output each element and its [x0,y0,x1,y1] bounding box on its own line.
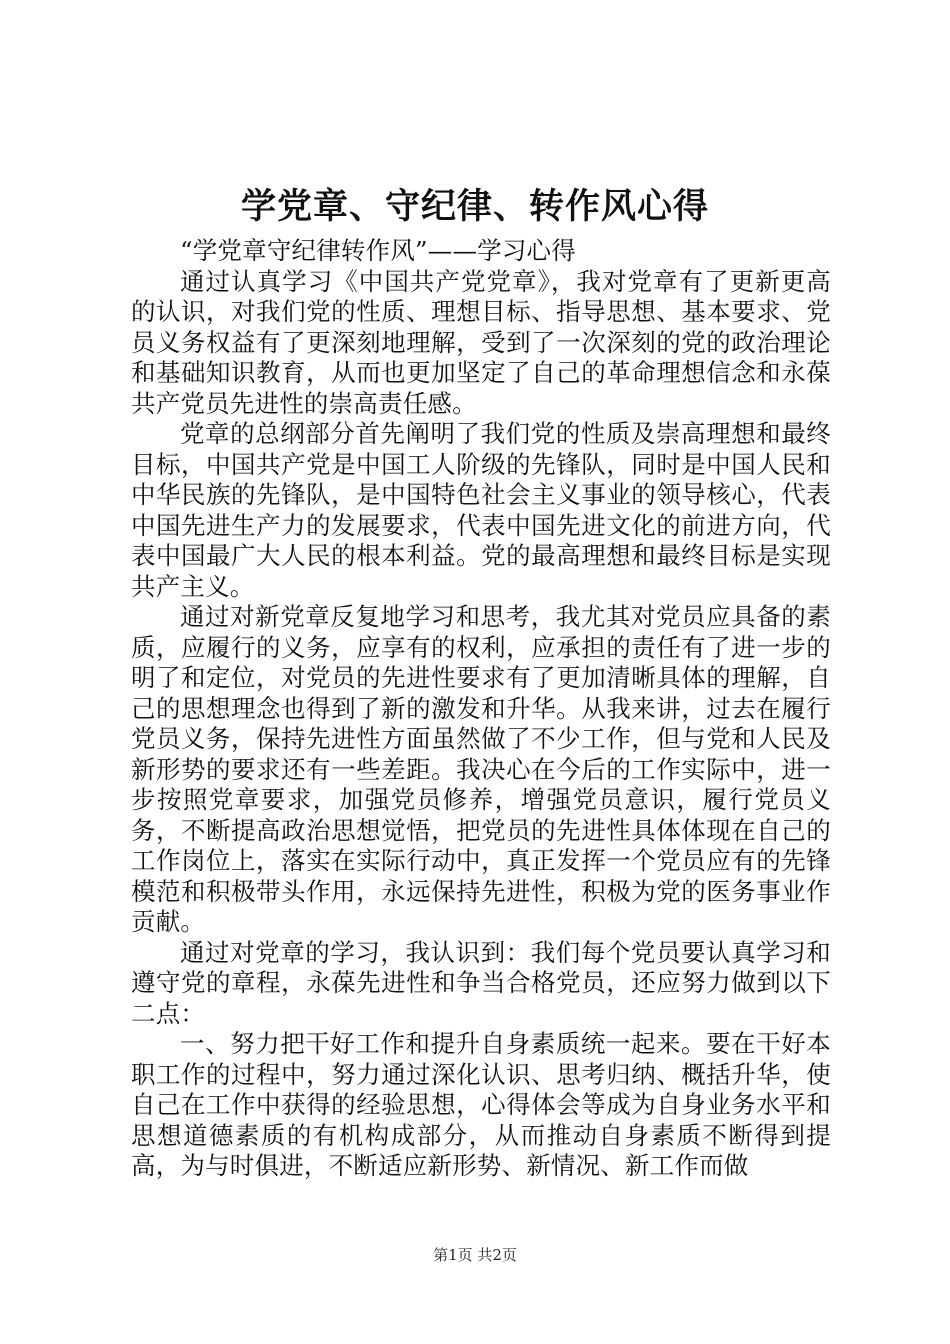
body-paragraph: 通过对新党章反复地学习和思考，我尤其对党员应具备的素质，应履行的义务，应享有的权利，应承担的责任有了进一步的明了和定位，对党员的先进性要求有了更加清晰具体的理解，自己的思想理念也得到了新的激发和升华。从我来讲，过去在履行党员义务，保持先进性方面虽然做了不少工作，但与党和人民及新形势的要求还有一些差距。我决心在今后的工作实际中，进一步按照党章要求，加强党员修养，增强党员意识，履行党员义务，不断提高政治思想觉悟，把党员的先进性具体体现在自己的工作岗位上，落实在实际行动中，真正发挥一个党员应有的先锋模范和积极带头作用，永远保持先进性，积极为党的医务事业作贡献。 [131,602,831,936]
document-title: 学党章、守纪律、转作风心得 [240,186,709,227]
body-paragraph: 一、努力把干好工作和提升自身素质统一起来。要在干好本职工作的过程中，努力通过深化认识、思考归纳、概括升华，使自己在工作中获得的经验思想，心得体会等成为自身业务水平和思想道德素质的有机构成部分，从而推动自身素质不断得到提高，为与时俱进，不断适应新形势、新情况、新工作而做 [131,1029,831,1180]
document-body [131,236,831,1182]
body-paragraph: 通过对党章的学习，我认识到：我们每个党员要认真学习和遵守党的章程，永葆先进性和争当合格党员，还应努力做到以下二点： [131,937,831,1028]
subtitle-paragraph: “学党章守纪律转作风”——学习心得 [180,236,576,265]
page-number-footer: 第1页 共2页 [433,1246,517,1264]
body-paragraph: 党章的总纲部分首先阐明了我们党的性质及崇高理想和最终目标，中国共产党是中国工人阶级的先锋队，同时是中国人民和中华民族的先锋队，是中国特色社会主义事业的领导核心，代表中国先进生产力的发展要求，代表中国先进文化的前进方向，代表中国最广大人民的根本利益。党的最高理想和最终目标是实现共产主义。 [131,419,831,601]
body-paragraph: 通过认真学习《中国共产党党章》，我对党章有了更新更高的认识，对我们党的性质、理想目标、指导思想、基本要求、党员义务权益有了更深刻地理解，受到了一次深刻的党的政治理论和基础知识教育，从而也更加坚定了自己的革命理想信念和永葆共产党员先进性的崇高责任感。 [131,266,831,418]
